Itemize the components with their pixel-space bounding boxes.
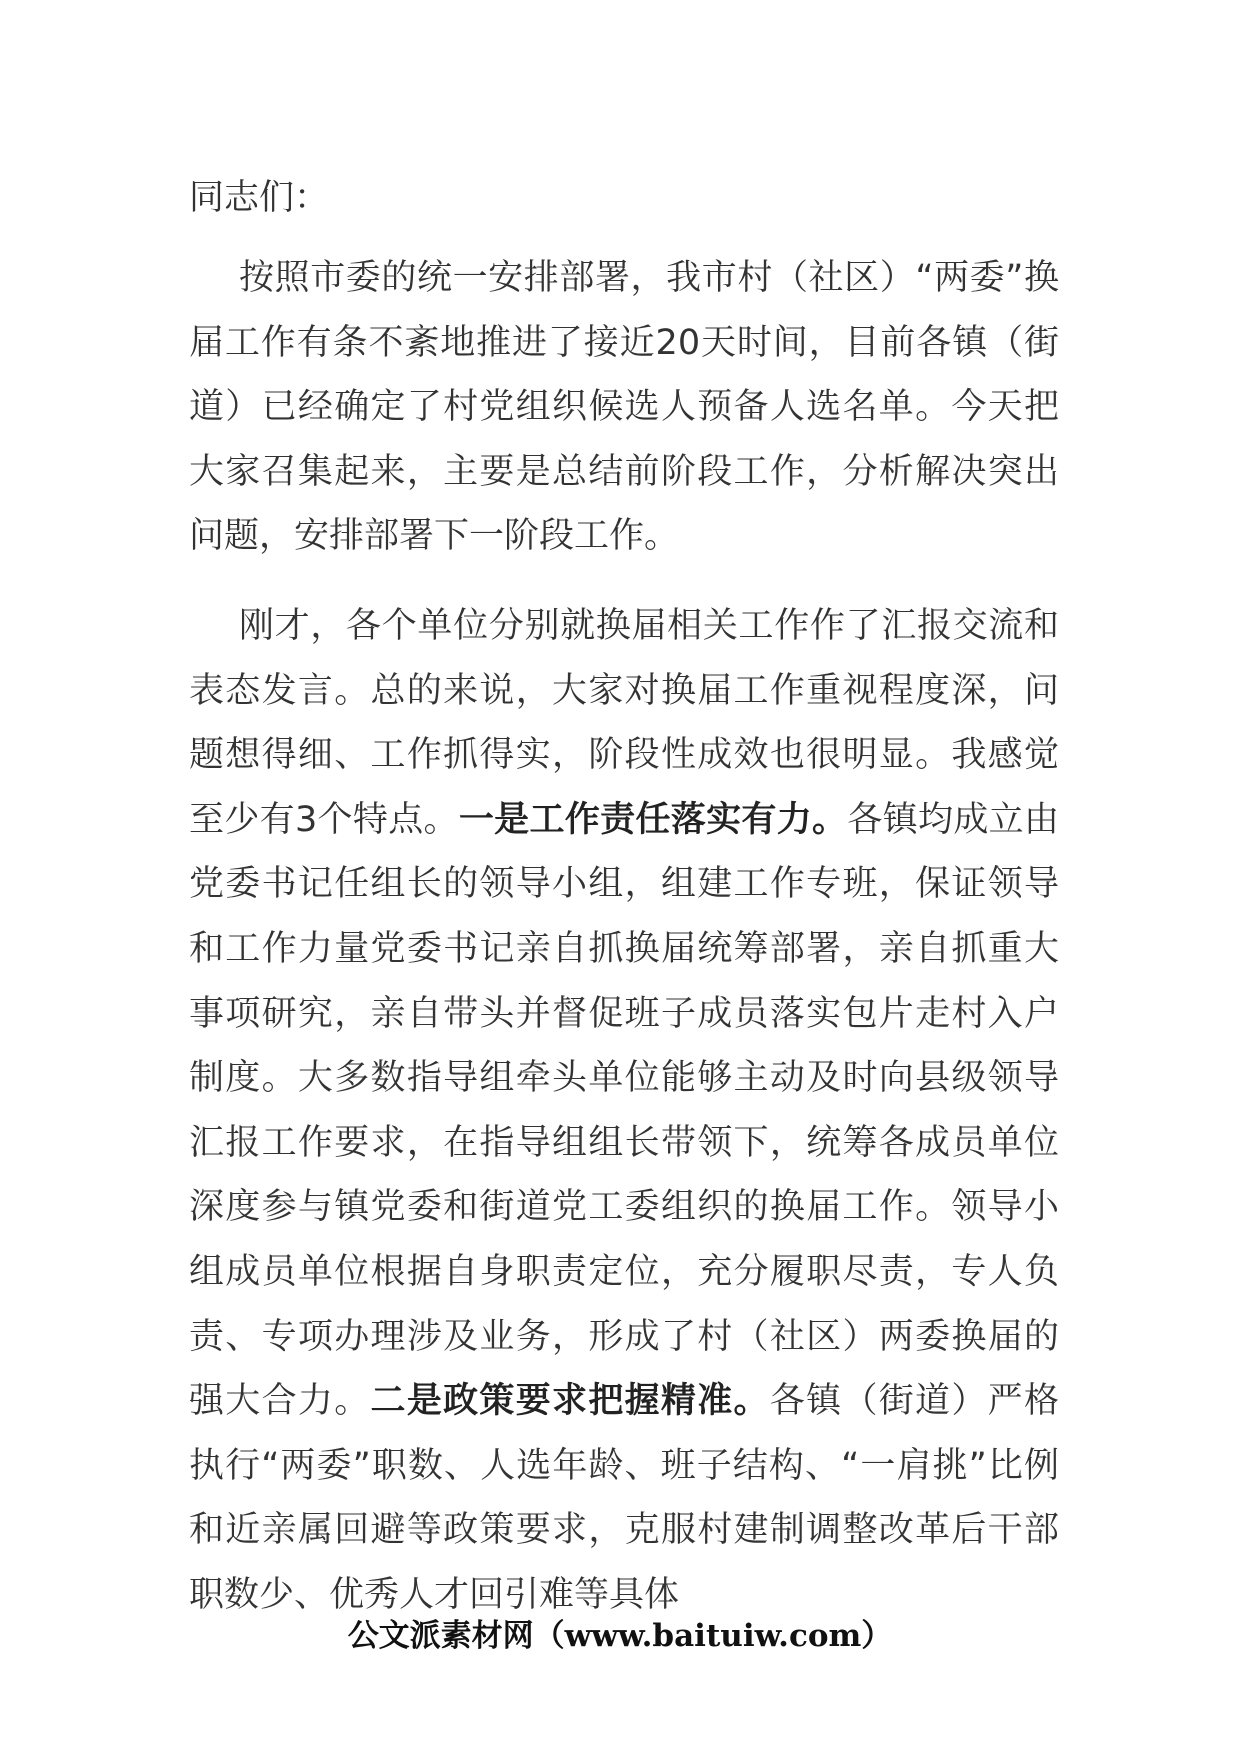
document-body [189,166,1059,1615]
key-point-1: 一是工作责任落实有力。 [458,799,848,840]
footer-watermark: 公文派素材网（www.baituiw.com） [347,1618,893,1654]
paragraph-2-text-b: 各镇均成立由党委书记任组长的领导小组，组建工作专班，保证领导和工作力量党委书记亲自抓换届统筹部署，亲自抓重大事项研究，亲自带头并督促班子成员落实包片走村入户制度。大多数指导组牵头单位能够主动及时向县级领导汇报工作要求，在指导组组长带领下，统筹各成员单位深度参与镇党委和街道党工委组织的换届工作。领导小组成员单位根据自身职责定位，充分履职尽责，专人负责、专项办理涉及业务，形成了村（社区）两委换届的强大合力。 [189,799,1059,1422]
paragraph-1: 按照市委的统一安排部署，我市村（社区）“两委”换届工作有条不紊地推进了接近20天时间，目前各镇（街道）已经确定了村党组织候选人预备人选名单。今天把大家召集起来，主要是总结前阶段工作，分析解决突出问题，安排部署下一阶段工作。 [189,258,1059,557]
paragraph-2-text-a: 刚才，各个单位分别就换届相关工作作了汇报交流和表态发言。总的来说，大家对换届工作重视程度深，问题想得细、工作抓得实，阶段性成效也很明显。我感觉至少有3个特点。 [189,606,1059,840]
paragraph-2-text-c: 各镇（街道）严格执行“两委”职数、人选年龄、班子结构、“一肩挑”比例和近亲属回避等政策要求，克服村建制调整改革后干部职数少、优秀人才回引难等具体 [189,1381,1059,1615]
paragraph-2 [189,594,1059,1628]
key-point-2: 二是政策要求把握精准。 [370,1381,770,1422]
salutation: 同志们： [189,178,330,218]
